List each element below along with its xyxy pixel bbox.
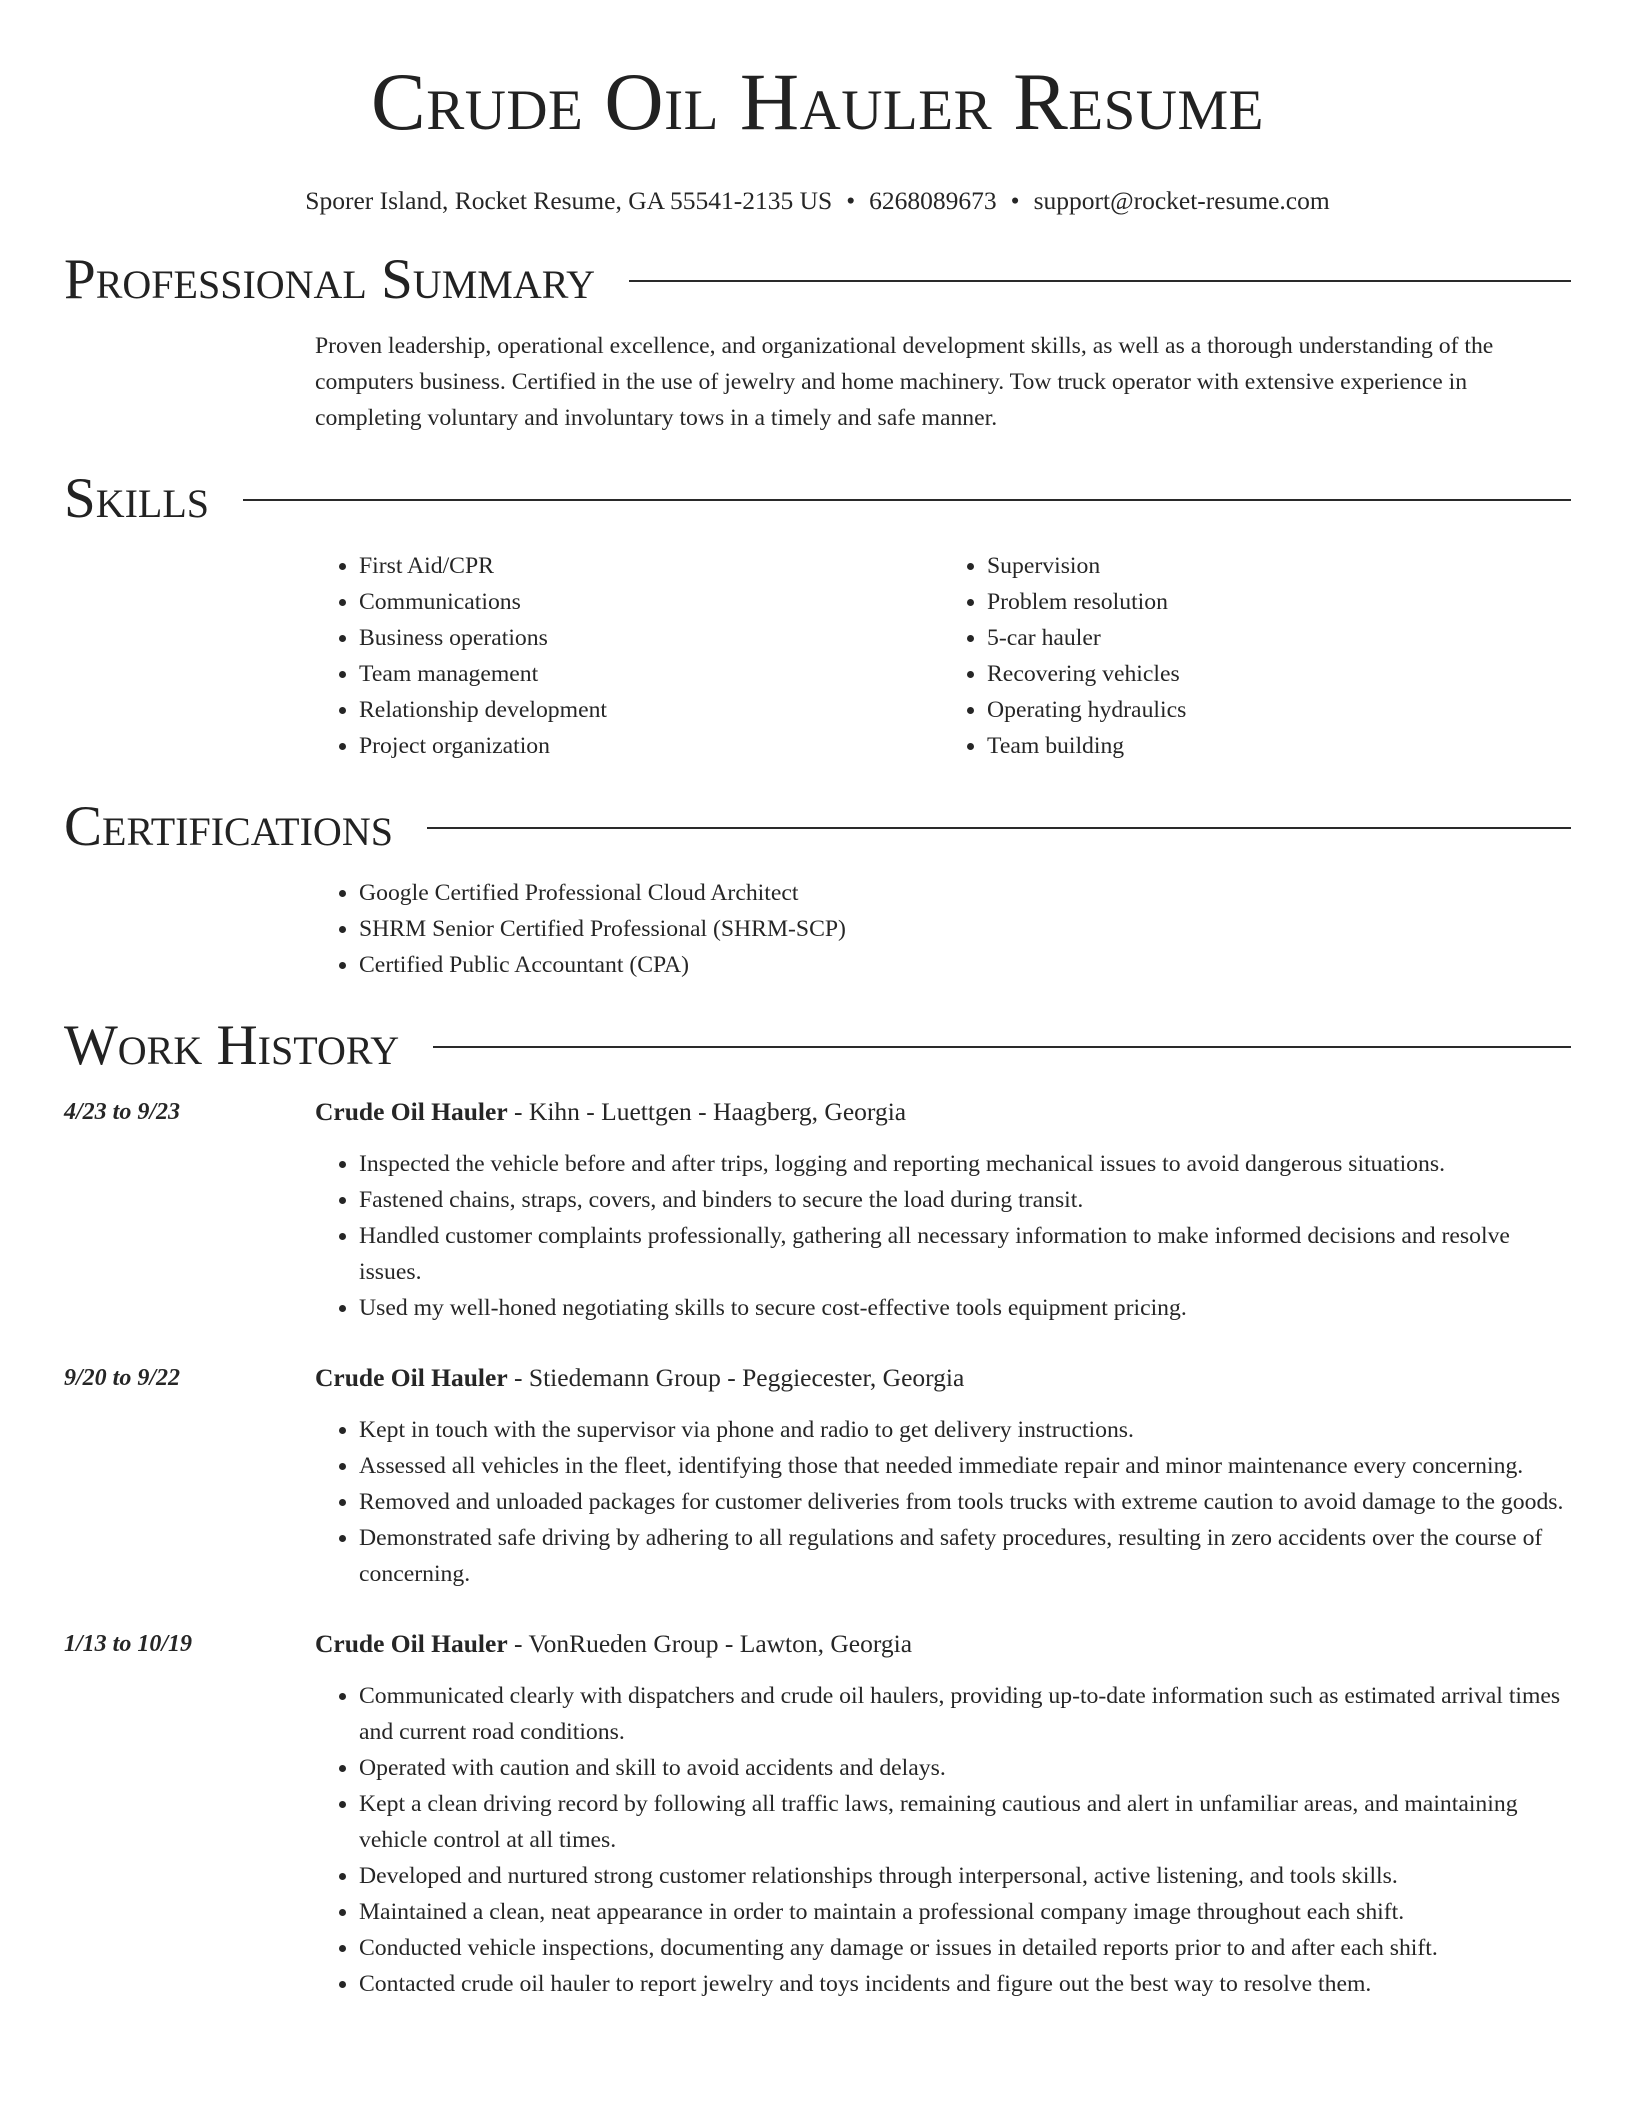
skill-item: • Recovering vehicles <box>987 656 1571 692</box>
work-section-header <box>64 1013 1571 1077</box>
section-heading-work-history: Work History <box>64 1013 400 1077</box>
skill-item: • Team management <box>359 656 943 692</box>
section-heading-skills: Skills <box>64 466 210 530</box>
job-heading <box>315 1360 1571 1396</box>
job-employer: - Kihn - Luettgen - Haagberg, Georgia <box>507 1096 907 1126</box>
job-bullet: • Communicated clearly with dispatchers and crude oil haulers, providing up-to-date information such as estimated arrival times and current road conditions. <box>359 1678 1571 1750</box>
section-divider <box>433 1046 1571 1048</box>
summary-text: Proven leadership, operational excellence, and organizational development skills, as well as a thorough understanding of the computers business. Certified in the use of jewelry and home machinery. Tow truck operator with extensive experience in completing voluntary and involuntary tows in a timely and safe manner. <box>315 332 1494 431</box>
skill-item: • Business operations <box>359 620 943 656</box>
job-bullet: • Assessed all vehicles in the fleet, identifying those that needed immediate repair and minor maintenance every concerning. <box>359 1448 1571 1484</box>
skill-item: • Team building <box>987 728 1571 764</box>
skills-list <box>315 548 1571 764</box>
job-bullet: • Handled customer complaints professionally, gathering all necessary information to make informed decisions and resolve issues. <box>359 1218 1571 1290</box>
skills-section-header <box>64 466 1571 530</box>
certifications-section-header <box>64 794 1571 858</box>
section-divider <box>629 280 1571 282</box>
section-heading-certifications: Certifications <box>64 794 393 858</box>
job-bullets <box>315 1678 1571 2002</box>
job-details <box>315 1094 1571 1326</box>
job-heading <box>315 1094 1571 1130</box>
skill-item: • First Aid/CPR <box>359 548 943 584</box>
section-divider <box>427 827 1571 829</box>
contact-separator: • <box>1010 186 1020 215</box>
job-details <box>315 1360 1571 1592</box>
skills-column-left <box>315 548 943 764</box>
job-details <box>315 1626 1571 2002</box>
job-bullet: • Maintained a clean, neat appearance in order to maintain a professional company image throughout each shift. <box>359 1894 1571 1930</box>
skill-item: • Communications <box>359 584 943 620</box>
job-heading <box>315 1626 1571 1662</box>
skills-column-right <box>943 548 1571 764</box>
job-bullet: • Operated with caution and skill to avoid accidents and delays. <box>359 1750 1571 1786</box>
skill-item: • Relationship development <box>359 692 943 728</box>
section-divider <box>243 499 1571 501</box>
job-bullet: • Removed and unloaded packages for customer deliveries from tools trucks with extreme caution to avoid damage to the goods. <box>359 1484 1571 1520</box>
contact-line <box>64 186 1571 217</box>
job-title: Crude Oil Hauler <box>315 1362 508 1392</box>
skill-item: • Project organization <box>359 728 943 764</box>
job-bullet: • Inspected the vehicle before and after trips, logging and reporting mechanical issues to avoid dangerous situations. <box>359 1146 1571 1182</box>
job-bullet: • Conducted vehicle inspections, documenting any damage or issues in detailed reports prior to and after each shift. <box>359 1930 1571 1966</box>
job-bullet: • Developed and nurtured strong customer relationships through interpersonal, active listening, and tools skills. <box>359 1858 1571 1894</box>
job-entry <box>64 1094 1571 1326</box>
certification-item: • SHRM Senior Certified Professional (SHRM-SCP) <box>359 911 1571 947</box>
certification-item: • Google Certified Professional Cloud Architect <box>359 875 1571 911</box>
contact-email: support@rocket-resume.com <box>1033 186 1330 215</box>
job-bullet: • Used my well-honed negotiating skills to secure cost-effective tools equipment pricing. <box>359 1290 1571 1326</box>
job-bullet: • Kept in touch with the supervisor via phone and radio to get delivery instructions. <box>359 1412 1571 1448</box>
contact-address: Sporer Island, Rocket Resume, GA 55541-2135 US <box>305 186 833 215</box>
resume-title: Crude Oil Hauler Resume <box>371 56 1264 147</box>
job-title: Crude Oil Hauler <box>315 1628 508 1658</box>
skill-item: • Problem resolution <box>987 584 1571 620</box>
certification-item: • Certified Public Accountant (CPA) <box>359 947 1571 983</box>
job-dates: 1/13 to 10/19 <box>64 1630 193 1657</box>
skill-item: • Operating hydraulics <box>987 692 1571 728</box>
summary-section-header <box>64 247 1571 311</box>
contact-phone: 6268089673 <box>869 186 997 215</box>
job-dates: 4/23 to 9/23 <box>64 1098 181 1125</box>
section-heading-summary: Professional Summary <box>64 247 596 311</box>
job-bullet: • Fastened chains, straps, covers, and binders to secure the load during transit. <box>359 1182 1571 1218</box>
contact-separator: • <box>846 186 856 215</box>
job-bullet: • Kept a clean driving record by following all traffic laws, remaining cautious and alert in unfamiliar areas, and maintaining vehicle control at all times. <box>359 1786 1571 1858</box>
job-entry <box>64 1360 1571 1592</box>
job-title: Crude Oil Hauler <box>315 1096 508 1126</box>
job-dates: 9/20 to 9/22 <box>64 1364 181 1391</box>
skill-item: • Supervision <box>987 548 1571 584</box>
job-employer: - Stiedemann Group - Peggiecester, Georgia <box>507 1362 965 1392</box>
job-bullet: • Demonstrated safe driving by adhering to all regulations and safety procedures, resulting in zero accidents over the course of concerning. <box>359 1520 1571 1592</box>
job-bullet: • Contacted crude oil hauler to report jewelry and toys incidents and figure out the best way to resolve them. <box>359 1966 1571 2002</box>
job-employer: - VonRueden Group - Lawton, Georgia <box>507 1628 913 1658</box>
job-bullets <box>315 1146 1571 1326</box>
certifications-list <box>315 875 1571 983</box>
job-bullets <box>315 1412 1571 1592</box>
skill-item: • 5-car hauler <box>987 620 1571 656</box>
job-entry <box>64 1626 1571 2002</box>
